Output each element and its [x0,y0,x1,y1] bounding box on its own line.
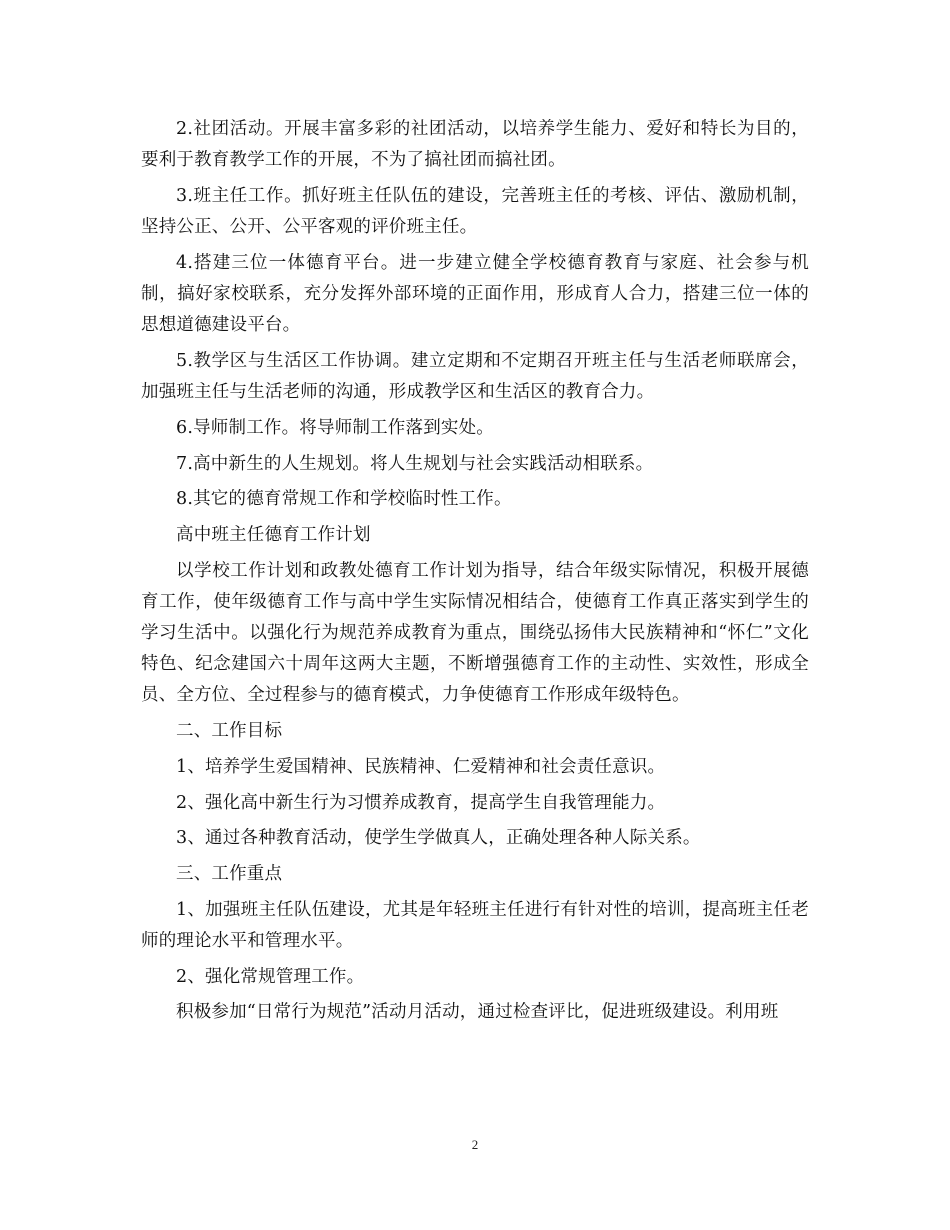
paragraph-goal-1: 1、培养学生爱国精神、民族精神、仁爱精神和社会责任意识。 [176,756,666,777]
paragraph-focus-2: 2、强化常规管理工作。 [176,966,365,987]
paragraph-goal-3: 3、通过各种教育活动，使学生学做真人，正确处理各种人际关系。 [176,828,701,849]
paragraph-moral-platform: 4.搭建三位一体德育平台。进一步建立健全学校德育教育与家庭、社会参与机制，搞好家校联系，充分发挥外部环境的正面作用，形成育人合力，搭建三位一体的思想道德建设平台。 [141,252,809,336]
paragraph-plan-guidance: 以学校工作计划和政教处德育工作计划为指导，结合年级实际情况，积极开展德育工作，使年级德育工作与高中学生实际情况相结合，使德育工作真正落实到学生的学习生活中。以强化行为规范养成教育为重点，围绕弘扬伟大民族精神和“怀仁”文化特色、纪念建国六十周年这两大主题，不断增强德育工作的主动性、实效性，形成全员、全方位、全过程参与的德育模式，力争使德育工作形成年级特色。 [141,560,809,706]
document-body [141,114,809,1033]
paragraph-goal-2: 2、强化高中新生行为习惯养成教育，提高学生自我管理能力。 [176,792,666,813]
paragraph-mentor-system: 6.导师制工作。将导师制工作落到实处。 [176,417,494,438]
page-number: 2 [471,1137,479,1152]
paragraph-routine-activities: 积极参加“日常行为规范”活动月活动，通过检查评比，促进班级建设。利用班 [176,1002,779,1023]
paragraph-head-teacher-work: 3.班主任工作。抓好班主任队伍的建设，完善班主任的考核、评估、激励机制，坚持公正、公开、公平客观的评价班主任。 [141,185,809,238]
section-heading-plan-title: 高中班主任德育工作计划 [176,524,371,545]
paragraph-life-planning: 7.高中新生的人生规划。将人生规划与社会实践活动相联系。 [176,453,654,474]
section-heading-work-focus: 三、工作重点 [176,863,283,884]
paragraph-area-coordination: 5.教学区与生活区工作协调。建立定期和不定期召开班主任与生活老师联席会，加强班主任与生活老师的沟通，形成教学区和生活区的教育合力。 [141,350,809,403]
paragraph-other-work: 8.其它的德育常规工作和学校临时性工作。 [176,489,512,510]
section-heading-work-goals: 二、工作目标 [176,721,283,742]
paragraph-focus-1: 1、加强班主任队伍建设，尤其是年轻班主任进行有针对性的培训，提高班主任老师的理论水平和管理水平。 [141,899,809,951]
paragraph-club-activities: 2.社团活动。开展丰富多彩的社团活动，以培养学生能力、爱好和特长为目的，要利于教育教学工作的开展，不为了搞社团而搞社团。 [141,119,809,171]
